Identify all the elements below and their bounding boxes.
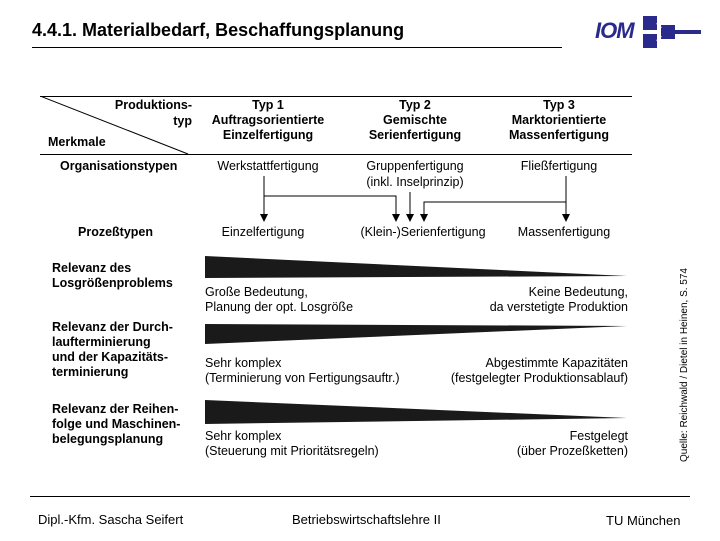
org-werkstatt: Werkstattfertigung — [217, 159, 319, 173]
arrow-werkstatt-serie — [264, 196, 396, 221]
proc-serie: (Klein-)Serienfertigung — [360, 225, 486, 239]
row2-wedge — [205, 322, 629, 346]
page-title: 4.4.1. Materialbedarf, Beschaffungsplanung — [32, 20, 405, 40]
proc-label: Prozeßtypen — [78, 225, 154, 239]
row2-label: Relevanz der Durch- laufterminierung und der Kapazitäts- terminierung — [52, 320, 173, 379]
proc-einzel: Einzelfertigung — [221, 225, 305, 239]
footer-university: TU München — [606, 513, 681, 528]
row2-right: Abgestimmte Kapazitäten (festgelegter Produktionsablauf) — [450, 356, 628, 385]
org-label: Organisationstypen — [60, 159, 178, 173]
row1-left: Große Bedeutung, Planung der opt. Losgröße — [205, 285, 354, 314]
source-note: Quelle: Reichwald / Dietel in Heinen, S. 574 — [679, 268, 690, 462]
org-gruppen-note: (inkl. Inselprinzip) — [366, 175, 464, 189]
arrow-fliess-serie — [424, 176, 566, 221]
row3-left: Sehr komplex (Steuerung mit Prioritätsregeln) — [205, 429, 379, 458]
type1-header: Typ 1 Auftragsorientierte Einzelfertigung — [211, 98, 325, 142]
row1-wedge — [205, 254, 629, 280]
org-fliess: Fließfertigung — [520, 159, 598, 173]
row3-label: Relevanz der Reihen- folge und Maschinen- belegungsplanung — [52, 402, 181, 446]
row1-right: Keine Bedeutung, da verstetigte Produktion — [489, 285, 628, 314]
row2-left: Sehr komplex (Terminierung von Fertigungsauftr.) — [205, 356, 400, 385]
row3-wedge — [205, 398, 629, 426]
corner-top-line2: typ — [173, 114, 192, 128]
org-gruppen: Gruppenfertigung — [366, 159, 464, 173]
type2-header: Typ 2 Gemischte Serienfertigung — [368, 98, 462, 142]
logo-text: IOM — [595, 18, 634, 43]
footer-author: Dipl.-Kfm. Sascha Seifert — [38, 512, 184, 527]
row1-label: Relevanz des Losgrößenproblems — [52, 261, 173, 290]
footer-course: Betriebswirtschaftslehre II — [292, 512, 441, 527]
corner-bottom: Merkmale — [48, 135, 106, 149]
corner-top-line1: Produktions- — [114, 98, 192, 112]
proc-masse: Massenfertigung — [517, 225, 611, 239]
type3-header: Typ 3 Marktorientierte Massenfertigung — [508, 98, 609, 142]
row3-right: Festgelegt (über Prozeßketten) — [516, 429, 628, 458]
